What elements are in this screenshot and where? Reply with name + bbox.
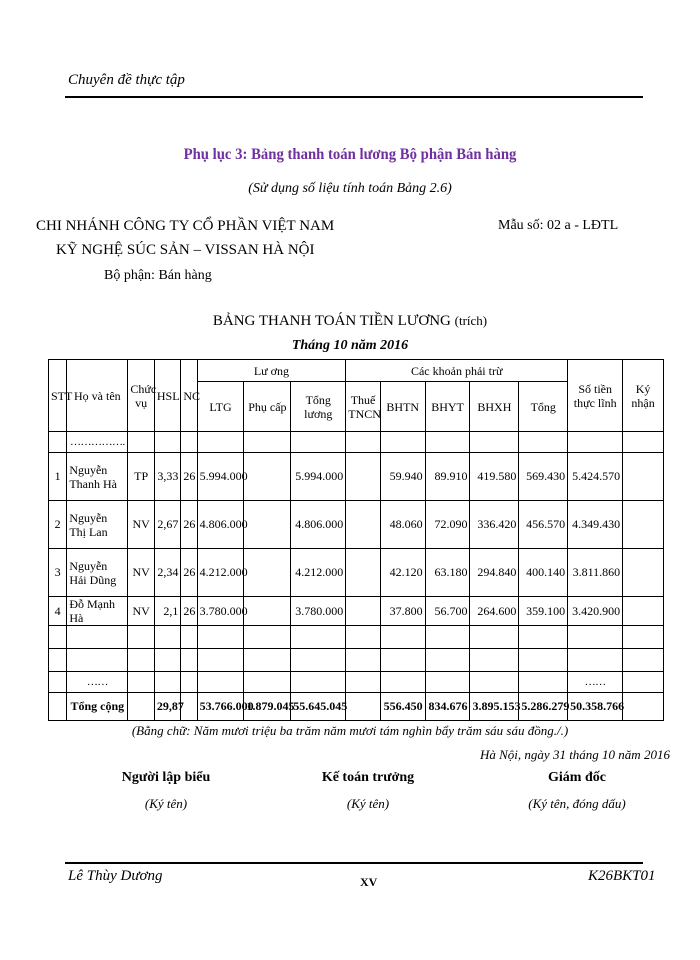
col-nc: NC xyxy=(181,360,197,432)
col-name: Họ và tên xyxy=(67,360,128,432)
signature-preparer-role: Người lập biểu xyxy=(121,770,211,785)
total-bhyt: 834.676 xyxy=(425,693,470,721)
blank-row xyxy=(49,626,664,649)
signature-director-note: (Ký tên, đóng dấu) xyxy=(528,796,626,811)
signature-chief-accountant-note: (Ký tên) xyxy=(346,796,390,811)
table-title-suffix: (trích) xyxy=(454,313,488,328)
signature-chief-accountant-role: Kế toán trưởng xyxy=(321,770,415,785)
header-title: Chuyên đề thực tập xyxy=(68,72,185,88)
col-hsl: HSL xyxy=(154,360,180,432)
dots-row xyxy=(49,672,664,693)
total-row xyxy=(49,693,664,721)
total-bhxh: 3.895.153 xyxy=(470,693,519,721)
total-hsl: 29,87 xyxy=(154,693,180,721)
col-position: Chức vụ xyxy=(128,360,154,432)
col-ltg: LTG xyxy=(197,382,244,432)
col-group-deductions: Các khoản phải trừ xyxy=(346,360,568,382)
table-row: 4 Đỗ Mạnh Hà NV 2,1 26 3.780.000 3.780.000 37.800 56.700 264.600 359.100 3.420.900 xyxy=(49,597,664,626)
table-title-main: BẢNG THANH TOÁN TIỀN LƯƠNG xyxy=(212,313,451,329)
table-row: 3 Nguyễn Hải Dũng NV 2,34 26 4.212.000 4.212.000 42.120 63.180 294.840 400.140 3.811.860 xyxy=(49,549,664,597)
col-group-salary: Lư ơng xyxy=(197,360,346,382)
col-bhxh: BHXH xyxy=(470,382,519,432)
appendix-subtitle: (Sử dụng số liệu tính toán Bảng 2.6) xyxy=(248,181,452,196)
amount-in-words: (Bằng chữ: Năm mươi triệu ba trăm năm mươi tám nghìn bẩy trăm sáu sáu đồng./.) xyxy=(131,723,569,738)
table-title xyxy=(0,313,700,330)
department: Bộ phận: Bán hàng xyxy=(104,268,212,283)
col-tax: Thuế TNCN xyxy=(346,382,381,432)
col-bhyt: BHYT xyxy=(425,382,470,432)
dots-name: ……………. xyxy=(67,432,128,453)
form-code: Mẫu số: 02 a - LĐTL xyxy=(498,218,619,233)
place-date: Hà Nội, ngày 31 tháng 10 năm 2016 xyxy=(480,747,670,762)
col-allowance: Phụ cấp xyxy=(244,382,291,432)
total-deduct: 5.286.279 xyxy=(519,693,568,721)
signature-director-role: Giám đốc xyxy=(548,770,606,785)
footer-divider xyxy=(65,862,643,864)
signature-preparer-note: (Ký tên) xyxy=(144,796,188,811)
company-name-line1: CHI NHÁNH CÔNG TY CỔ PHẦN VIỆT NAM xyxy=(36,218,335,234)
footer-class-code: K26BKT01 xyxy=(588,868,656,884)
total-allowance: 1.879.045 xyxy=(244,693,291,721)
header-divider xyxy=(65,96,643,98)
col-total-salary: Tổng lương xyxy=(291,382,346,432)
blank-row xyxy=(49,649,664,672)
footer-author: Lê Thùy Dương xyxy=(68,868,163,884)
payroll-table xyxy=(48,359,664,721)
col-total-deduct: Tổng xyxy=(519,382,568,432)
table-row: 2 Nguyễn Thị Lan NV 2,67 26 4.806.000 4.806.000 48.060 72.090 336.420 456.570 4.349.430 xyxy=(49,501,664,549)
col-sign: Ký nhận xyxy=(623,360,664,432)
dots-net: …… xyxy=(568,672,623,693)
total-salary: 55.645.045 xyxy=(291,693,346,721)
dots-name-2: …… xyxy=(67,672,128,693)
company-name-line2: KỸ NGHỆ SÚC SẢN – VISSAN HÀ NỘI xyxy=(56,242,315,258)
col-net: Số tiền thực lĩnh xyxy=(568,360,623,432)
total-bhtn: 556.450 xyxy=(380,693,425,721)
total-net: 50.358.766 xyxy=(568,693,623,721)
col-bhtn: BHTN xyxy=(380,382,425,432)
table-row: 1 Nguyễn Thanh Hà TP 3,33 26 5.994.000 5.994.000 59.940 89.910 419.580 569.430 5.424.570 xyxy=(49,453,664,501)
footer-page-number: XV xyxy=(360,875,378,889)
spacer-row xyxy=(49,432,664,453)
appendix-title: Phụ lục 3: Bảng thanh toán lương Bộ phận Bán hàng xyxy=(183,146,517,163)
table-month: Tháng 10 năm 2016 xyxy=(291,338,409,353)
total-ltg: 53.766.000 xyxy=(197,693,244,721)
col-stt: STT xyxy=(49,360,67,432)
total-label: Tổng cộng xyxy=(67,693,128,721)
